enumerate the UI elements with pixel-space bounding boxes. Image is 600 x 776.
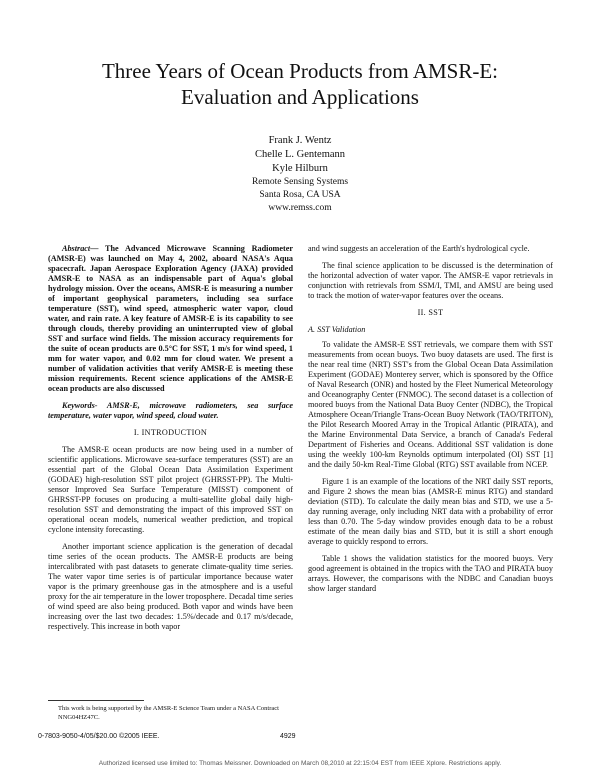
paragraph: The AMSR-E ocean products are now being used in a number of scientific applications. Microwave sea-surface temperatures (SST) are an essential part of the Global Ocean Data Assimilation Experiment (GODAE) high-resolution SST pilot project (GHRSST-PP). The Multi-sensor Improved Sea Surface Temperature (MISST) component of GHRSST-PP focuses on producing a multi-satellite global daily high-resolution SST and demonstrating the impact of this improved SST on operational ocean models, numerical weather prediction, and tropical cyclone intensity forecasting. [48,445,293,534]
section-heading-sst: II. SST [417,308,444,317]
keywords-label: Keywords- [62,401,98,410]
keywords [48,401,293,421]
author-name: Kyle Hilburn [272,163,328,174]
section-heading-introduction: I. INTRODUCTION [133,428,208,437]
subsection-heading: A. SST Validation [308,325,366,334]
author-block [150,134,450,215]
title-line-2: Evaluation and Applications [181,85,419,109]
page-number: 4929 [280,733,296,740]
author-name: Frank J. Wentz [268,135,332,146]
abstract-text: — The Advanced Microwave Scanning Radiometer (AMSR-E) was launched on May 4, 2002, aboard NASA's Aqua spacecraft. Japan Aerospace Exploration Agency (JAXA) provided AMSR-E to NASA as an indispensable part of Aqua's global hydrology mission. Over the oceans, AMSR-E is measuring a number of important geophysical parameters, including sea surface temperature (SST), wind speed, atmospheric water vapor, cloud water, and rain rate. A key feature of AMSR-E is its capability to see through clouds, thereby providing an uninterrupted view of global SST and surface wind fields. The mission accuracy requirements for the suite of ocean products are 0.5°C for SST, 1 m/s for wind speed, 1 mm for water vapor, and 0.02 mm for cloud water. We present a number of validation activities that verify AMSR-E is meeting these mission requirements. Recent science applications of the AMSR-E ocean products are also discussed [48,244,293,393]
right-column [308,244,553,601]
paragraph: Table 1 shows the validation statistics for the moored buoys. Very good agreement is obtained in the tropics with the TAO and PIRATA buoy arrays. However, the comparisons with the NDBC and Canadian buoys show larger standard [308,554,553,593]
title-line-1: Three Years of Ocean Products from AMSR-E: [101,59,499,83]
affiliation-org: Remote Sensing Systems [251,177,349,187]
footnote: This work is being supported by the AMSR-E Science Team under a NASA Contract NNG04HZ47C. [58,705,279,721]
paper-title [40,58,560,110]
paragraph: To validate the AMSR-E SST retrievals, we compare them with SST measurements from ocean buoys. Two buoy datasets are used. The first is the near real time (NRT) SST's from the Global Ocean Data Assimilation Experiment (GODAE) Monterey server, which is sponsored by the Office of Naval Research (ONR) and hosted by the Fleet Numerical Meteorology and Oceanography Center (FNMOC). The second dataset is a collection of moored buoys from the National Data Buoy Center (NDBC), the Tropical Atmosphere Ocean/Triangle Trans-Ocean Buoy Network (TAO/TRITON), the Pilot Research Moored Array in the Tropical Atlantic (PIRATA), and the Marine Environmental Data Service, a branch of Canada's Federal Department of Fisheries and Oceans. Additional SST validation is done using the weekly 100-km Reynolds optimum interpolated (OI) SST [1] and the daily 50-km Real-Time Global (RTG) SST available from NCEP. [308,340,553,469]
left-column [48,244,293,639]
paragraph: Another important science application is the generation of decadal time series of the ocean products. The AMSR-E products are being intercalibrated with past datasets to generate climate-quality time series. The water vapor time series is of particular importance because water vapor is the primary greenhouse gas in the atmosphere and is a useful proxy for the air temperature in the lower troposphere. Decadal time series of wind speed are also being produced. Both vapor and winds have been increasing over the last two decades: 1.5%/decade and 0.17 m/s/decade, respectively. This increase in both vapor [48,542,293,631]
abstract-label: Abstract [62,244,91,253]
paragraph: and wind suggests an acceleration of the Earth's hydrological cycle. [308,244,530,253]
abstract [48,244,293,394]
affiliation-website: www.remss.com [268,203,332,213]
keywords-text: AMSR-E, microwave radiometers, sea surface temperature, water vapor, wind speed, cloud water. [48,401,293,420]
paragraph: Figure 1 is an example of the locations of the NRT daily SST reports, and Figure 2 shows the mean bias (AMSR-E minus RTG) and standard deviation (STD). To calculate the daily mean bias and STD, we use a 5-day running average, only including NRT data with a probability of error less than 0.70. The 5-day window provides enough data to be a robust estimate of the mean daily bias and STD, but it is still a short enough average to quickly respond to errors. [308,477,553,546]
footnote-divider [48,700,144,701]
author-name: Chelle L. Gentemann [254,149,346,160]
paragraph: The final science application to be discussed is the determination of the horizontal advection of water vapor. The AMSR-E vapor retrievals in conjunction with retrievals from SSM/I, TMI, and AMSU are being used to track the motion of water-vapor features over the oceans. [308,261,553,300]
copyright-line: 0-7803-9050-4/05/$20.00 ©2005 IEEE. [38,733,160,740]
license-notice: Authorized licensed use limited to: Thomas Meissner. Downloaded on March 08,2010 at 22:15:04 EST from IEEE Xplore. Restrictions apply. [98,760,502,767]
affiliation-location: Santa Rosa, CA USA [259,190,341,200]
